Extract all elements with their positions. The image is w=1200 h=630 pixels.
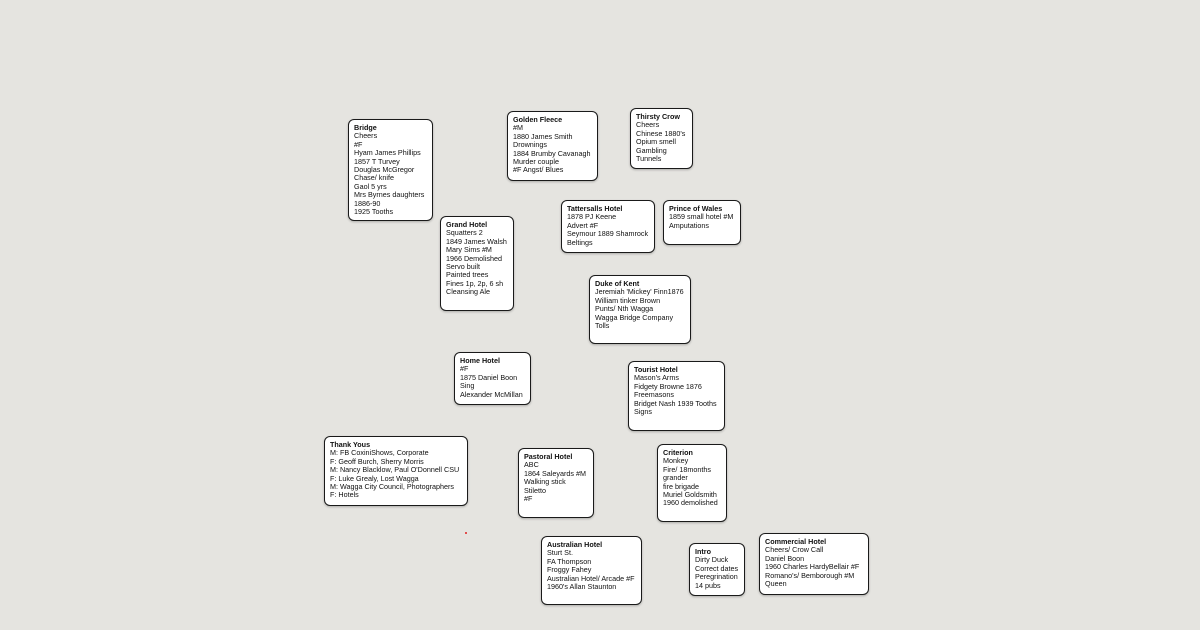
card-grand-hotel[interactable] bbox=[440, 216, 514, 311]
card-line: Punts/ Nth Wagga bbox=[595, 304, 654, 314]
card-line: Romano's/ Bemborough #M bbox=[765, 570, 855, 580]
card-line: F: Hotels bbox=[330, 490, 359, 500]
card-line: 1960 demolished bbox=[663, 498, 718, 508]
card-line: Stiletto bbox=[524, 485, 546, 495]
card-title: Home Hotel bbox=[460, 356, 500, 365]
card-line: Hyam James Phillips bbox=[354, 148, 421, 158]
card-golden-fleece[interactable] bbox=[507, 111, 598, 181]
card-intro[interactable] bbox=[689, 543, 745, 596]
card-line: Amputations bbox=[669, 220, 709, 230]
card-line: 1960 Charles HardyBellair #F bbox=[765, 562, 860, 572]
card-line: #F Angst/ Blues bbox=[513, 165, 564, 175]
card-line: Chinese 1880's bbox=[636, 128, 686, 138]
card-line: Drownings bbox=[513, 140, 547, 150]
card-line: Fire/ 18months bbox=[663, 464, 711, 474]
card-bridge[interactable] bbox=[348, 119, 433, 221]
card-line: Cheers bbox=[354, 131, 378, 141]
card-line: Australian Hotel/ Arcade #F bbox=[547, 573, 635, 583]
card-line: Fines 1p, 2p, 6 sh bbox=[446, 278, 504, 288]
card-line: Painted trees bbox=[446, 270, 489, 280]
card-line: 1884 Brumby Cavanagh bbox=[513, 148, 591, 158]
card-line: Gambling bbox=[636, 145, 667, 155]
card-line: Wagga Bridge Company bbox=[595, 312, 674, 322]
card-line: Opium smell bbox=[636, 137, 676, 147]
card-line: Advert #F bbox=[567, 220, 599, 230]
card-line: Cheers bbox=[636, 120, 660, 130]
card-line: fire brigade bbox=[663, 481, 699, 491]
cursor-dot bbox=[465, 532, 467, 534]
card-title: Tattersalls Hotel bbox=[567, 204, 623, 213]
card-thirsty-crow[interactable] bbox=[630, 108, 693, 169]
card-line: Sturt St. bbox=[547, 548, 573, 558]
card-line: William tinker Brown bbox=[595, 295, 661, 305]
card-line: Cheers/ Crow Call bbox=[765, 545, 824, 555]
card-tourist-hotel[interactable] bbox=[628, 361, 725, 431]
card-commercial-hotel[interactable] bbox=[759, 533, 869, 595]
card-line: #F bbox=[354, 139, 363, 149]
card-title: Australian Hotel bbox=[547, 540, 603, 549]
card-line: Dirty Duck bbox=[695, 555, 729, 565]
card-line: F: Luke Grealy, Lost Wagga bbox=[330, 473, 419, 483]
card-line: Murder couple bbox=[513, 157, 559, 167]
card-line: #M bbox=[513, 123, 523, 133]
card-line: 1880 James Smith bbox=[513, 131, 573, 141]
card-line: Beltings bbox=[567, 237, 593, 247]
card-line: M: Nancy Blacklow, Paul O'Donnell CSU bbox=[330, 465, 460, 475]
card-criterion[interactable] bbox=[657, 444, 727, 522]
card-title: Intro bbox=[695, 547, 711, 556]
card-line: Mary Sims #M bbox=[446, 245, 492, 255]
card-title: Duke of Kent bbox=[595, 279, 640, 288]
card-line: Peregrination bbox=[695, 572, 738, 582]
card-line: 1864 Saleyards #M bbox=[524, 468, 586, 478]
card-duke-of-kent[interactable] bbox=[589, 275, 691, 344]
card-line: Signs bbox=[634, 407, 652, 417]
card-australian-hotel[interactable] bbox=[541, 536, 642, 605]
card-line: M: Wagga City Council, Photographers bbox=[330, 482, 454, 492]
card-line: 1966 Demolished bbox=[446, 253, 502, 263]
card-line: Cleansing Ale bbox=[446, 287, 490, 297]
card-line: 1857 T Turvey bbox=[354, 156, 400, 166]
card-line: 1925 Tooths bbox=[354, 207, 394, 217]
card-line: Tunnels bbox=[636, 154, 662, 164]
card-line: Douglas McGregor bbox=[354, 165, 415, 175]
card-line: grander bbox=[663, 473, 688, 483]
card-prince-of-wales[interactable] bbox=[663, 200, 741, 245]
card-line: Queen bbox=[765, 579, 787, 589]
card-line: Daniel Boon bbox=[765, 553, 805, 563]
card-line: 1886-90 bbox=[354, 198, 381, 208]
card-pastoral-hotel[interactable] bbox=[518, 448, 594, 518]
card-title: Thank Yous bbox=[330, 440, 371, 449]
card-line: Mason's Arms bbox=[634, 373, 679, 383]
card-line: Monkey bbox=[663, 456, 689, 466]
card-line: Squatters 2 bbox=[446, 228, 483, 238]
card-line: Gaol 5 yrs bbox=[354, 181, 387, 191]
card-tattersalls-hotel[interactable] bbox=[561, 200, 655, 253]
card-line: 1849 James Walsh bbox=[446, 236, 507, 246]
card-title: Criterion bbox=[663, 448, 693, 457]
card-line: 1859 small hotel #M bbox=[669, 212, 734, 222]
card-line: FA Thompson bbox=[547, 556, 592, 566]
card-line: Chase/ knife bbox=[354, 173, 394, 183]
card-line: Tolls bbox=[595, 321, 610, 331]
card-line: Freemasons bbox=[634, 390, 674, 400]
card-title: Prince of Wales bbox=[669, 204, 723, 213]
card-line: Servo built bbox=[446, 262, 480, 272]
card-line: Sing bbox=[460, 381, 475, 391]
card-line: F: Geoff Burch, Sherry Morris bbox=[330, 456, 424, 466]
card-home-hotel[interactable] bbox=[454, 352, 531, 405]
card-line: Bridget Nash 1939 Tooths bbox=[634, 398, 717, 408]
card-line: Seymour 1889 Shamrock bbox=[567, 229, 649, 239]
card-thank-yous[interactable] bbox=[324, 436, 468, 506]
card-title: Golden Fleece bbox=[513, 115, 563, 124]
card-line: 1875 Daniel Boon bbox=[460, 372, 518, 382]
card-line: Jeremiah 'Mickey' Finn1876 bbox=[595, 287, 684, 297]
card-line: M: FB CoxiniShows, Corporate bbox=[330, 448, 429, 458]
card-title: Pastoral Hotel bbox=[524, 452, 573, 461]
card-line: 1960's Allan Staunton bbox=[547, 582, 617, 592]
card-line: Correct dates bbox=[695, 563, 739, 573]
card-line: Mrs Byrnes daughters bbox=[354, 190, 425, 200]
card-line: 1878 PJ Keene bbox=[567, 212, 617, 222]
card-title: Commercial Hotel bbox=[765, 537, 827, 546]
card-line: #F bbox=[460, 364, 469, 374]
card-title: Thirsty Crow bbox=[636, 112, 680, 121]
card-line: 14 pubs bbox=[695, 580, 721, 590]
card-line: Muriel Goldsmith bbox=[663, 490, 717, 500]
card-line: Walking stick bbox=[524, 477, 566, 487]
card-line: Alexander McMillan bbox=[460, 389, 523, 399]
card-line: #F bbox=[524, 494, 533, 504]
card-title: Bridge bbox=[354, 123, 377, 132]
card-line: Froggy Fahey bbox=[547, 565, 592, 575]
card-title: Grand Hotel bbox=[446, 220, 488, 229]
card-line: ABC bbox=[524, 460, 539, 470]
card-line: Fidgety Browne 1876 bbox=[634, 381, 702, 391]
card-title: Tourist Hotel bbox=[634, 365, 678, 374]
